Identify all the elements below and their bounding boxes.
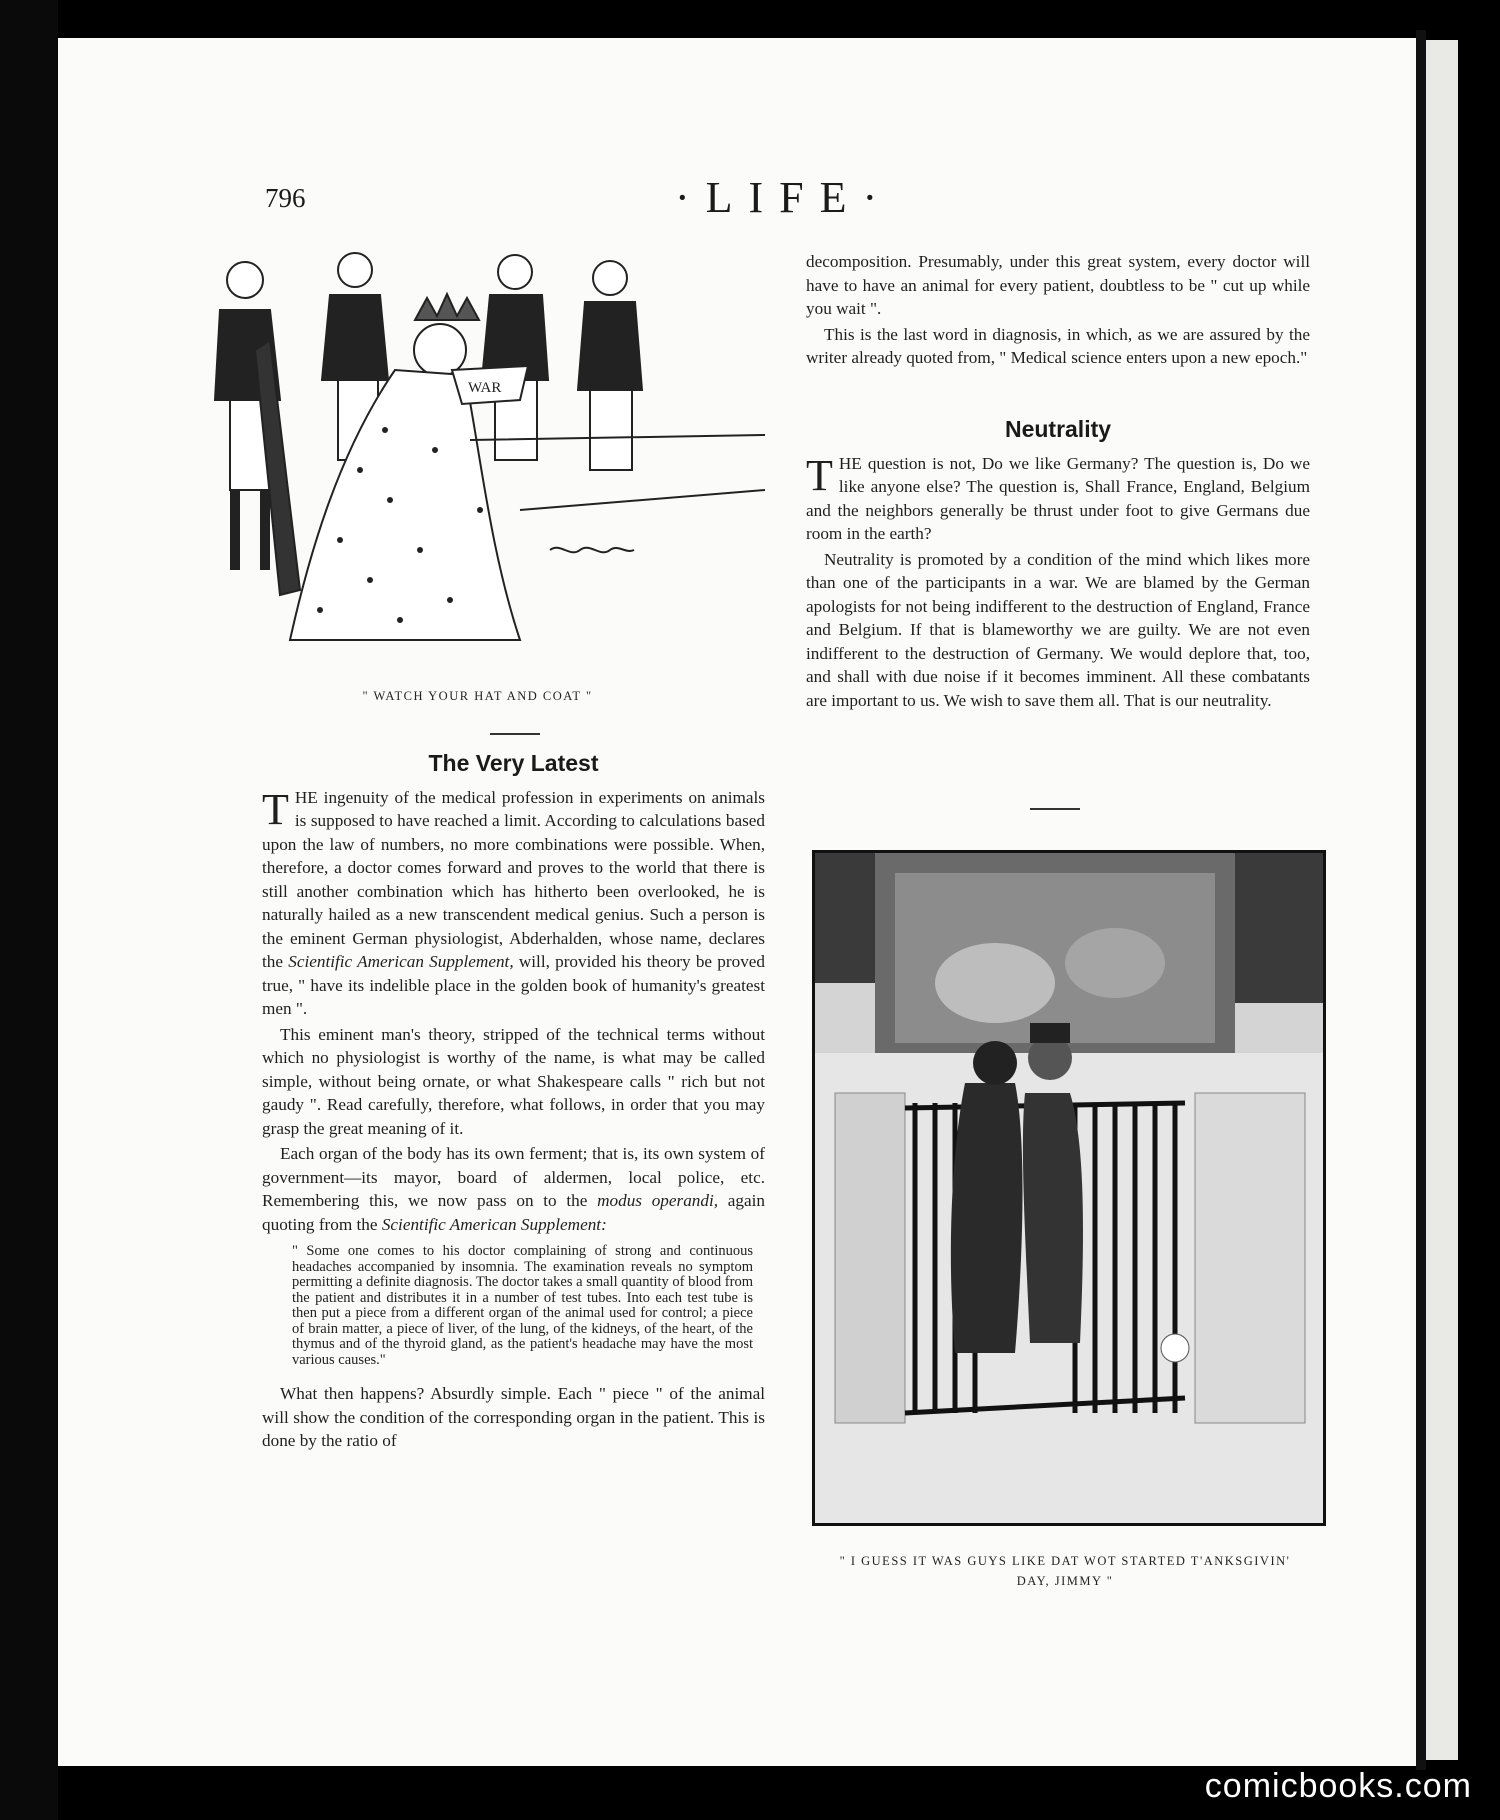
- facing-page-edge: [1426, 40, 1458, 1760]
- article-title: Neutrality: [1004, 416, 1112, 442]
- photo-illustration: [812, 850, 1326, 1526]
- section-divider: [490, 733, 540, 735]
- photo-drawing: [815, 853, 1323, 1523]
- cartoon-caption: " WATCH YOUR HAT AND COAT ": [362, 689, 593, 703]
- article-paragraph: decomposition. Presumably, under this great system, every doctor will have to have an animal for every patient, doubtless to be " cut up while you wait ".: [806, 252, 1310, 318]
- article-paragraph: THE question is not, Do we like Germany? The question is, Do we like anyone else? The question is, Shall France, England, Belgium and the neighbors generally be thrust under foot to give Germans due room in the earth?: [806, 450, 1310, 543]
- article-very-latest: [262, 752, 765, 1455]
- block-quote: " Some one comes to his doctor complaining of strong and continuous headaches accompanied by insomnia. The examination reveals no symptom permitting a definite diagnosis. The doctor takes a small quantity of blood from the patient and distributes it in a number of test tubes. Into each test tube is then put a piece from a different organ of the animal used for control; a piece of brain matter, a piece of liver, of the lung, of the kidneys, of the heart, of the thymus and of the thyroid gland, as the patient's headache may have the most various causes.": [292, 1243, 753, 1368]
- article-paragraph: What then happens? Absurdly simple. Each " piece " of the animal will show the condition of the corresponding organ in the patient. This is done by the ratio of: [262, 1384, 765, 1450]
- site-watermark: comicbooks.com: [1204, 1767, 1472, 1805]
- article-paragraph: This is the last word in diagnosis, in which, as we are assured by the writer already quoted from, " Medical science enters upon a new epoch.": [806, 324, 1310, 367]
- article-paragraph: THE ingenuity of the medical profession in experiments on animals is supposed to have reached a limit. According to calculations based upon the law of numbers, no more combinations were possible. When, therefore, a doctor comes forward and proves to the world that there is still another combination which has hitherto been overlooked, he is naturally hailed as a new transcendent medical genius. Such a person is the eminent German physiologist, Abderhalden, whose name, declares the Scientific American Supplement, will, provided his theory be proved true, " have its indelible place in the golden book of humanity's greatest men ".: [262, 784, 766, 1018]
- cartoon-illustration: [190, 250, 765, 650]
- article-neutrality: [806, 418, 1310, 714]
- scan-margin: [0, 0, 58, 1820]
- article-paragraph: Each organ of the body has its own ferment; that is, its own system of government—its mayor, board of aldermen, local police, etc. Remembering this, we now pass on to the modus operandi, again quoting from the Scientific American Supplement:: [262, 1144, 766, 1234]
- section-divider: [1030, 808, 1080, 810]
- page-spine: [1416, 30, 1426, 1770]
- masthead: ·LIFE·: [675, 173, 894, 222]
- drop-cap: T: [262, 784, 289, 834]
- page-number: 796: [265, 183, 306, 213]
- article-continuation: [806, 250, 1310, 372]
- article-paragraph: This eminent man's theory, stripped of the technical terms without which no physiologist is worthy of the name, is what may be called simple, without being ornate, or what Shakespeare calls " rich but not gaudy ". Read carefully, therefore, what follows, in order that you may grasp the great meaning of it.: [262, 1024, 765, 1138]
- article-title: The Very Latest: [428, 750, 599, 776]
- bowl-label: WAR: [468, 380, 502, 396]
- photo-caption: " I GUESS IT WAS GUYS LIKE DAT WOT STARTED T'ANKSGIVIN' DAY, JIMMY ": [839, 1554, 1291, 1588]
- article-paragraph: Neutrality is promoted by a condition of the mind which likes more than one of the participants in a war. We are blamed by the German apologists for not being indifferent to the destruction of England, France and Belgium. If that is blameworthy we are guilty. We are not even indifferent to the destruction of Germany. We would deplore that, too, and shall with due noise if it becomes imminent. All these combatants are important to us. We wish to save them all. That is our neutrality.: [806, 549, 1310, 710]
- drop-cap: T: [806, 450, 833, 500]
